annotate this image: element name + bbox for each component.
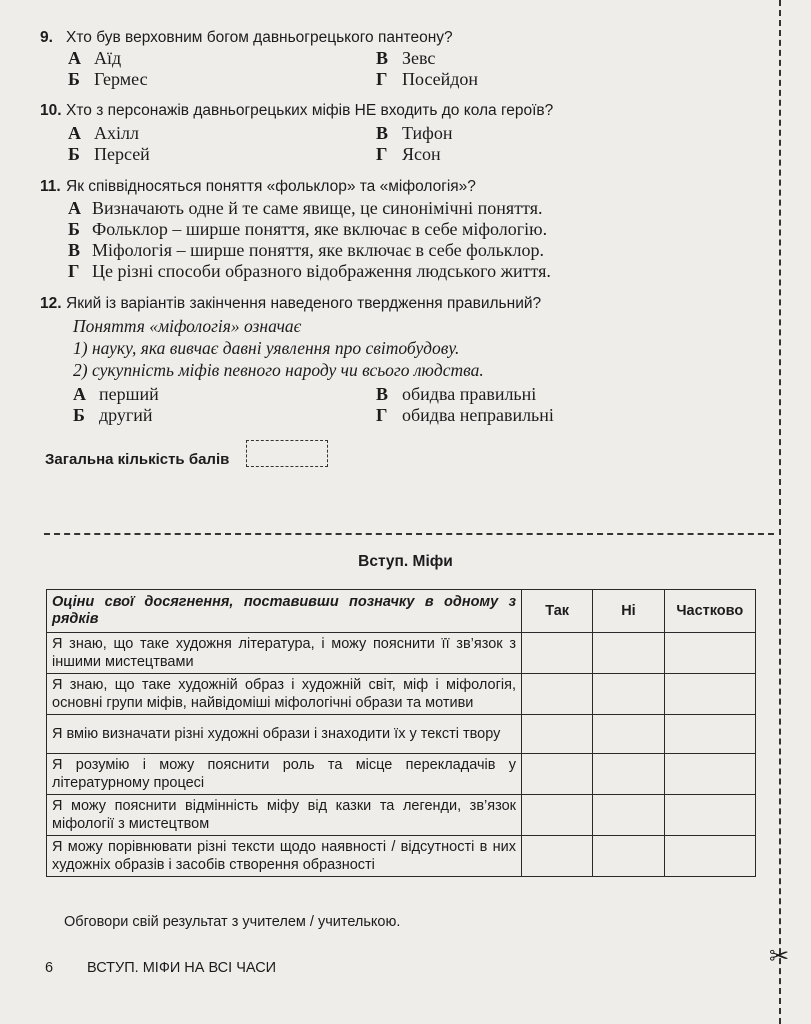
column-header-no: Ні	[593, 590, 664, 633]
row-statement: Я можу порівнювати різні тексти щодо наявності / відсутності в них художніх образів і засобів створення образності	[47, 836, 522, 877]
question-10-text: 10. Хто з персонажів давньогрецьких міфів НЕ входить до кола героїв?	[40, 102, 554, 119]
table-row	[47, 674, 756, 715]
q11-option-a[interactable]: А Визначають одне й те саме явище, це синонімічні поняття.	[68, 198, 543, 218]
q9-option-g[interactable]: Г Посейдон	[376, 69, 479, 89]
q9-option-b[interactable]: Б Гермес	[68, 69, 148, 89]
cut-line-vertical	[779, 0, 781, 1024]
mark-cell-yes[interactable]	[522, 795, 593, 836]
row-statement: Я вмію визначати різні художні образи і знаходити їх у тексті твору	[47, 715, 522, 754]
section-title: Вступ. Міфи	[358, 553, 453, 570]
mark-cell-no[interactable]	[593, 674, 664, 715]
mark-cell-no[interactable]	[593, 715, 664, 754]
question-9	[40, 28, 740, 48]
mark-cell-partly[interactable]	[664, 633, 755, 674]
q9-option-v[interactable]: В Зевс	[376, 48, 436, 68]
q12-option-g[interactable]: Г обидва неправильні	[376, 405, 554, 425]
q10-option-v[interactable]: В Тифон	[376, 123, 453, 143]
row-statement: Я знаю, що таке художній образ і художній світ, міф і міфологія, основні групи міфів, найвідоміші міфологічні образи та мотиви	[47, 674, 522, 715]
mark-cell-no[interactable]	[593, 754, 664, 795]
mark-cell-no[interactable]	[593, 795, 664, 836]
mark-cell-yes[interactable]	[522, 633, 593, 674]
row-statement: Я знаю, що таке художня література, і можу пояснити її зв’язок з іншими мистецтвами	[47, 633, 522, 674]
q9-option-a[interactable]: А Аїд	[68, 48, 122, 68]
column-header-yes: Так	[522, 590, 593, 633]
mark-cell-no[interactable]	[593, 633, 664, 674]
table-header-row	[47, 590, 756, 633]
mark-cell-partly[interactable]	[664, 674, 755, 715]
q11-option-b[interactable]: Б Фольклор – ширше поняття, яке включає в себе міфологію.	[68, 219, 548, 239]
page-footer	[45, 960, 276, 976]
mark-cell-yes[interactable]	[522, 715, 593, 754]
column-header-partly: Частково	[664, 590, 755, 633]
question-11	[40, 177, 740, 197]
scissors-icon: ✂	[769, 943, 790, 970]
mark-cell-no[interactable]	[593, 836, 664, 877]
table-row	[47, 633, 756, 674]
q11-option-v[interactable]: В Міфологія – ширше поняття, яке включає в себе фольклор.	[68, 240, 545, 260]
q10-option-b[interactable]: Б Персей	[68, 144, 150, 164]
mark-cell-partly[interactable]	[664, 715, 755, 754]
mark-cell-yes[interactable]	[522, 836, 593, 877]
table-row	[47, 754, 756, 795]
q12-statement-2: 2) сукупність міфів певного народу чи всього людства.	[73, 360, 484, 380]
discuss-instruction: Обговори свій результат з учителем / учителькою.	[64, 914, 401, 930]
mark-cell-partly[interactable]	[664, 754, 755, 795]
table-row	[47, 715, 756, 754]
self-assessment-table	[46, 589, 756, 877]
question-9-text: 9. Хто був верховним богом давньогрецького пантеону?	[40, 29, 453, 46]
q12-option-a[interactable]: А перший	[73, 384, 159, 404]
total-score-box[interactable]	[246, 440, 328, 467]
q12-option-b[interactable]: Б другий	[73, 405, 153, 425]
page-number: 6	[45, 960, 54, 976]
running-title: ВСТУП. МІФИ НА ВСІ ЧАСИ	[87, 960, 277, 976]
row-statement: Я можу пояснити відмінність міфу від казки та легенди, зв’язок міфології з мистецтвом	[47, 795, 522, 836]
question-12	[40, 294, 740, 314]
mark-cell-partly[interactable]	[664, 795, 755, 836]
mark-cell-yes[interactable]	[522, 754, 593, 795]
table-header-instruction: Оціни свої досягнення, поставивши позначку в одному з рядків	[47, 590, 522, 633]
cut-line-horizontal	[44, 533, 774, 535]
q12-option-v[interactable]: В обидва правильні	[376, 384, 537, 404]
table-row	[47, 836, 756, 877]
question-11-text: 11. Як співвідносяться поняття «фольклор» та «міфологія»?	[40, 178, 476, 195]
mark-cell-partly[interactable]	[664, 836, 755, 877]
q11-option-g[interactable]: Г Це різні способи образного відображення людського життя.	[68, 261, 551, 281]
question-12-text: 12. Який із варіантів закінчення наведеного твердження правильний?	[40, 295, 542, 312]
mark-cell-yes[interactable]	[522, 674, 593, 715]
table-row	[47, 795, 756, 836]
q12-statement-lead: Поняття «міфологія» означає	[73, 316, 302, 336]
q12-statement-1: 1) науку, яка вивчає давні уявлення про світобудову.	[73, 338, 460, 358]
total-score-label: Загальна кількість балів	[45, 451, 230, 468]
q10-option-g[interactable]: Г Ясон	[376, 144, 441, 164]
row-statement: Я розумію і можу пояснити роль та місце перекладачів у літературному процесі	[47, 754, 522, 795]
q10-option-a[interactable]: А Ахілл	[68, 123, 139, 143]
question-10	[40, 101, 740, 121]
